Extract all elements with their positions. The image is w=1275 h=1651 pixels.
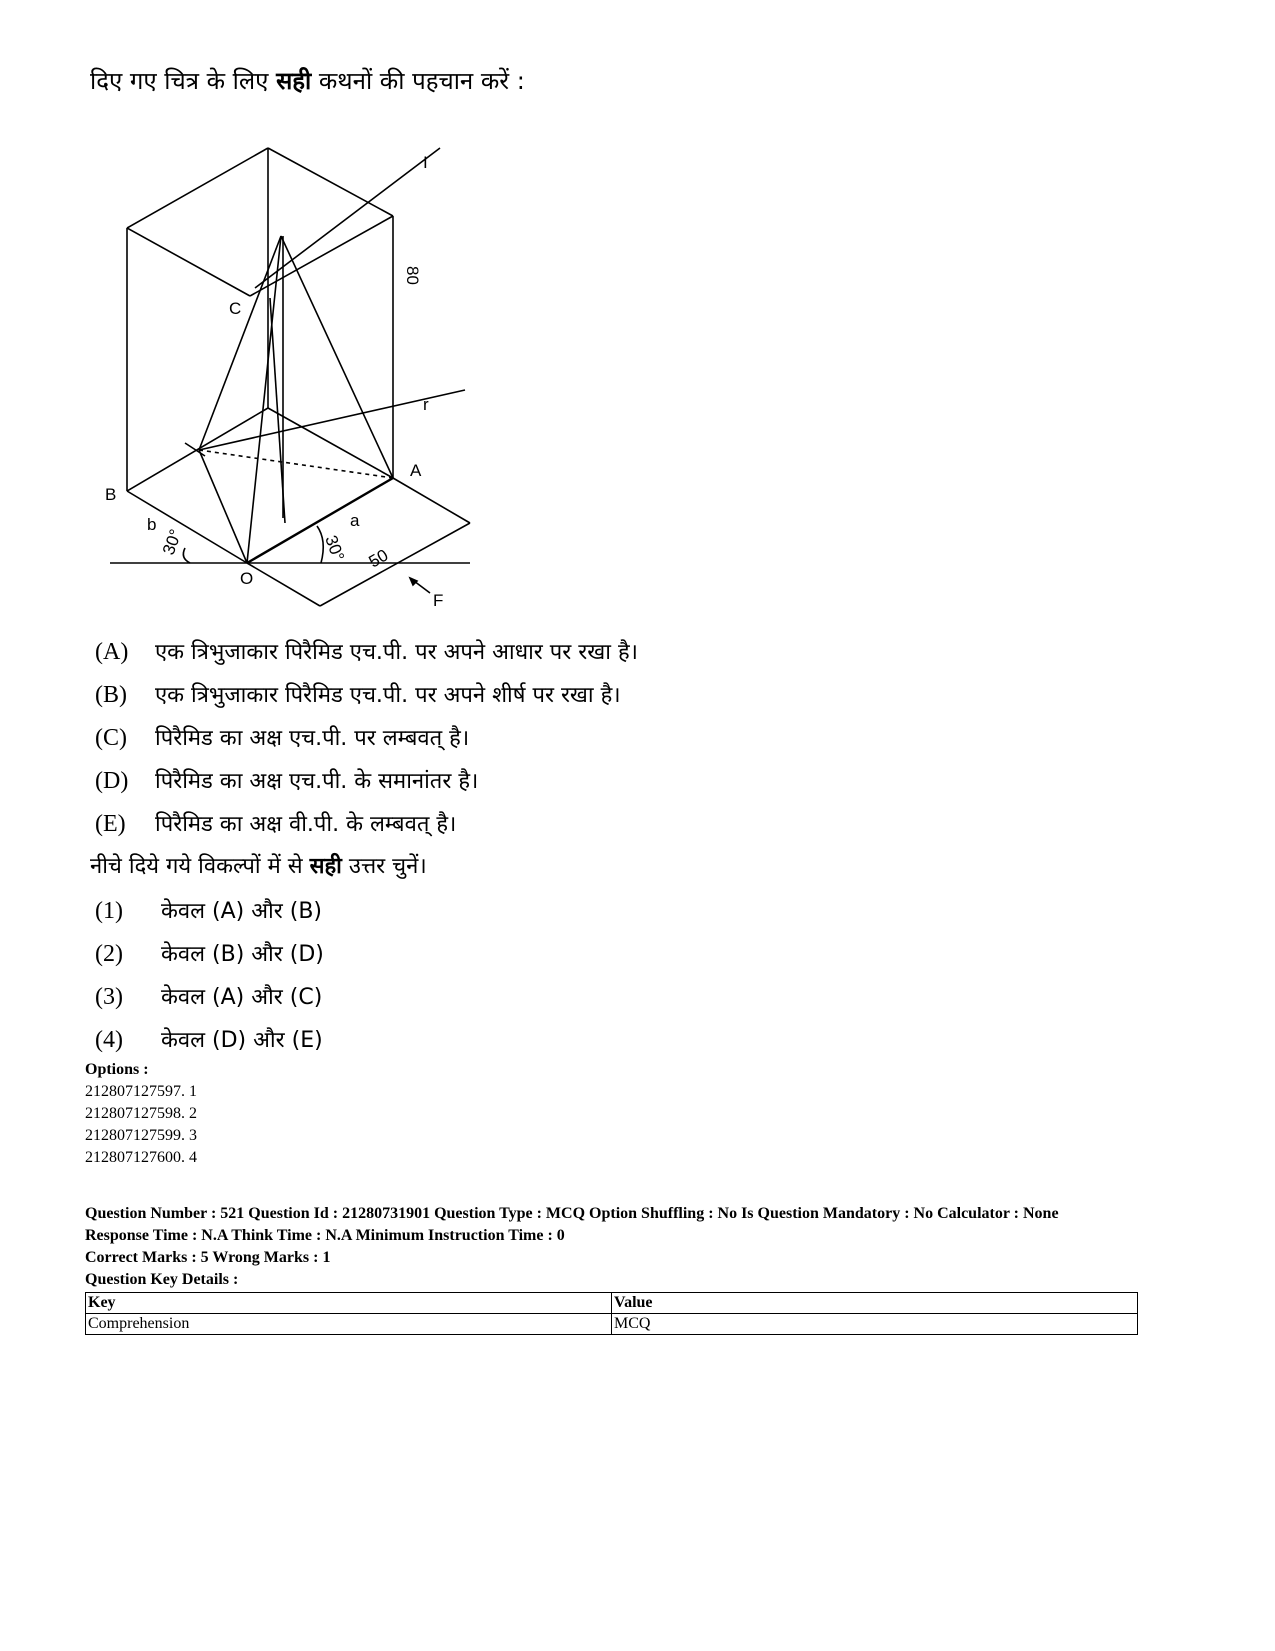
table-cell-key: Comprehension (86, 1314, 612, 1335)
table-header-key: Key (86, 1293, 612, 1314)
label-a-lower: a (350, 511, 360, 530)
question-meta-line1: Question Number : 521 Question Id : 21280731901 Question Type : MCQ Option Shuffling : No Is Question Mandatory : No Calculator : None (85, 1205, 1059, 1222)
options-block (85, 1059, 197, 1169)
dim-angle-left: 30° (158, 526, 186, 558)
answer-option-3: (3) केवल (A) और (C) (95, 984, 323, 1010)
pyramid-drawing (95, 138, 485, 618)
label-f: F (433, 591, 444, 610)
dim-height: 80 (403, 266, 422, 285)
statement-d: (D) पिरैमिड का अक्ष एच.पी. के समानांतर है। (95, 768, 479, 794)
options-heading: Options : (85, 1061, 149, 1078)
key-details-table (85, 1292, 1138, 1335)
answer-option-1: (1) केवल (A) और (B) (95, 898, 323, 924)
label-c: C (229, 299, 242, 318)
option-id-4: 212807127600. 4 (85, 1149, 197, 1166)
statement-e: (E) पिरैमिड का अक्ष वी.पी. के लम्बवत् है। (95, 811, 457, 837)
label-a: A (410, 461, 422, 480)
table-row (86, 1314, 1138, 1335)
question-title-bold: सही (276, 67, 312, 95)
table-header-value: Value (612, 1293, 1138, 1314)
label-b: B (105, 485, 117, 504)
statement-b: (B) एक त्रिभुजाकार पिरैमिड एच.पी. पर अपने शीर्ष पर रखा है। (95, 682, 621, 708)
question-marks: Correct Marks : 5 Wrong Marks : 1 (85, 1249, 331, 1266)
label-o: O (240, 569, 254, 588)
statement-c: (C) पिरैमिड का अक्ष एच.पी. पर लम्बवत् है। (95, 725, 470, 751)
table-header-row (86, 1293, 1138, 1314)
option-id-2: 212807127598. 2 (85, 1105, 197, 1122)
pyramid-figure (95, 138, 485, 618)
next-question-meta (85, 1203, 1059, 1291)
label-i-mark: I (423, 153, 428, 172)
question-meta-line2: Response Time : N.A Think Time : N.A Minimum Instruction Time : 0 (85, 1227, 565, 1244)
key-details-heading: Question Key Details : (85, 1271, 239, 1288)
dim-length: 50 (365, 545, 392, 572)
label-b-lower: b (147, 515, 157, 534)
dim-angle-right: 30° (321, 532, 348, 564)
option-id-3: 212807127599. 3 (85, 1127, 197, 1144)
answer-option-4: (4) केवल (D) और (E) (95, 1027, 323, 1053)
answer-option-2: (2) केवल (B) और (D) (95, 941, 324, 967)
table-cell-value: MCQ (612, 1314, 1138, 1335)
choose-instruction: नीचे दिये गये विकल्पों में से सही उत्तर चुनें। (90, 854, 427, 879)
question-title: दिए गए चित्र के लिए सही कथनों की पहचान करें : (90, 67, 525, 95)
option-id-1: 212807127597. 1 (85, 1083, 197, 1100)
label-r-lower: r (423, 395, 429, 414)
statement-a: (A) एक त्रिभुजाकार पिरैमिड एच.पी. पर अपने आधार पर रखा है। (95, 639, 638, 665)
